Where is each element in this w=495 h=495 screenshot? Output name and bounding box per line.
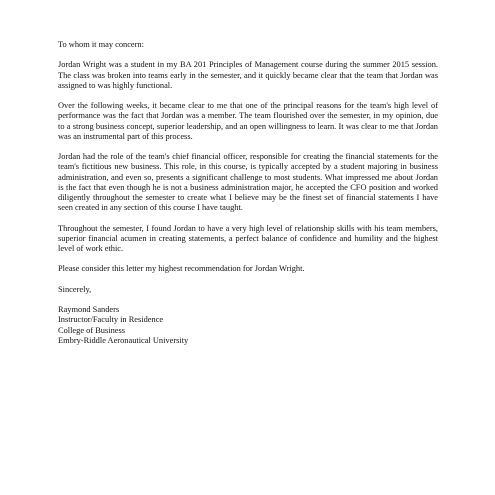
- paragraph-skills: Throughout the semester, I found Jordan to have a very high level of relationship skills with his team members, superior financial acumen in creating statements, a perfect balance of confidence and humility and the highest level of work ethic.: [58, 223, 438, 253]
- salutation: To whom it may concern:: [58, 40, 144, 49]
- signer-college: College of Business: [58, 325, 125, 335]
- recommendation-letter: [58, 40, 438, 346]
- signer-university: Embry-Riddle Aeronautical University: [58, 335, 189, 345]
- paragraph-recommendation: Please consider this letter my highest recommendation for Jordan Wright.: [58, 264, 305, 274]
- paragraph-cfo-role: Jordan had the role of the team's chief financial officer, responsible for creating the financial statements for the team's fictitious new business. This role, in this course, is typically accepted by a student majoring in business administration, and even so, presents a significant challenge to most students. What impressed me about Jordan is the fact that even though he is not a business administration major, he accepted the CFO position and worked diligently throughout the semester to create what I believe may be the finest set of financial statements I have seen created in any section of this course I have taught.: [58, 152, 438, 213]
- closing: Sincerely,: [58, 284, 92, 294]
- paragraph-performance: Over the following weeks, it became clear to me that one of the principal reasons for the team's high level of performance was the fact that Jordan was a member. The team flourished over the semester, in my opinion, due to a strong business concept, superior leadership, and an open willingness to learn. It was clear to me that Jordan was an instrumental part of this process.: [58, 101, 438, 141]
- signer-title: Instructor/Faculty in Residence: [58, 315, 164, 325]
- paragraph-introduction: Jordan Wright was a student in my BA 201 Principles of Management course during the summer 2015 session. The class was broken into teams early in the semester, and it quickly became clear that the team that Jordan was assigned to was highly functional.: [58, 60, 438, 90]
- signature-block: [58, 305, 438, 346]
- signer-name: Raymond Sanders: [58, 305, 120, 315]
